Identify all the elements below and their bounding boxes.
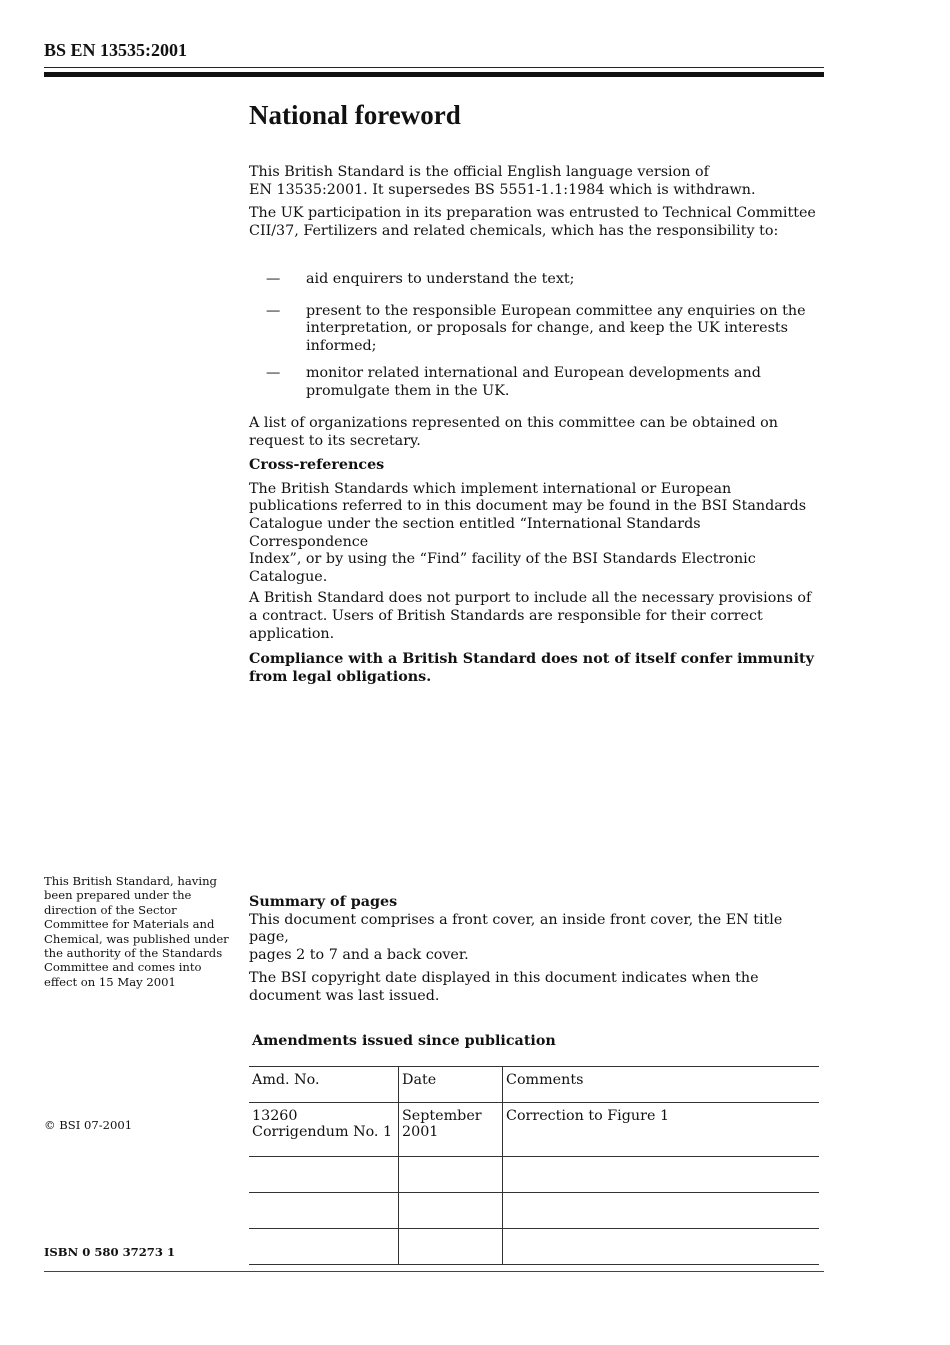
table-row [249,1229,819,1265]
header-rule-thin [44,67,824,68]
dash-icon: — [266,302,281,319]
crossref-heading: Cross-references [249,457,385,474]
column-header: Amd. No. [249,1067,399,1103]
list-item: — present to the responsible European committee any enquiries on the interpretation, or proposals for change, and keep the UK interests informed; [266,302,806,354]
amendment-number: 13260 Corrigendum No. 1 [249,1103,399,1157]
standard-code: BS EN 13535:2001 [44,40,188,60]
publication-note: This British Standard, having been prepared under the direction of the Sector Committee for Materials and Chemical, was published under the authority of the Standards Committee and comes into effect on 15 May 2001 [44,874,229,989]
amendments-title: Amendments issued since publication [252,1033,556,1049]
amendment-comments: Correction to Figure 1 [503,1103,820,1157]
table-row [249,1103,819,1157]
page-title: National foreword [249,100,461,130]
summary-paragraph: This document comprises a front cover, an inside front cover, the EN title page, pages 2 to 7 and a back cover. [249,911,783,963]
summary-heading: Summary of pages [249,894,398,910]
copyright-date-paragraph: The BSI copyright date displayed in this document indicates when the document was last issued. [249,970,759,1004]
dash-icon: — [266,365,281,382]
compliance-statement: Compliance with a British Standard does not of itself confer immunity from legal obligations. [249,651,814,685]
table-header-row [249,1067,819,1103]
header-rule-thick [44,72,824,77]
copyright-notice: © BSI 07-2001 [44,1118,133,1132]
footer-rule [44,1271,824,1272]
column-header: Comments [503,1067,820,1103]
intro-paragraph: This British Standard is the official English language version of EN 13535:2001. It supersedes BS 5551-1.1:1984 which is withdrawn. [249,164,756,198]
organizations-paragraph: A list of organizations represented on this committee can be obtained on request to its secretary. [249,415,778,449]
table-row [249,1193,819,1229]
crossref-paragraph: The British Standards which implement international or European publications referred to in this document may be found in the BSI Standards Catalogue under the section entitled “International Standards Correspondence Index”, or by using the “Find” facility of the BSI Standards Electronic Catalogue. [249,480,807,585]
list-item: — monitor related international and European developments and promulgate them in the UK. [266,365,761,399]
foreword-body-top [249,164,824,240]
isbn-number: ISBN 0 580 37273 1 [44,1245,176,1259]
foreword-body-bottom [249,415,824,686]
dash-icon: — [266,271,281,287]
table-row [249,1157,819,1193]
amendments-table [249,1066,819,1265]
amendment-date: September 2001 [399,1103,503,1157]
column-header: Date [399,1067,503,1103]
responsibility-list [266,271,824,401]
list-item: — aid enquirers to understand the text; [266,271,575,287]
summary-section [249,894,824,1006]
committee-paragraph: The UK participation in its preparation was entrusted to Technical Committee CII/37, Fertilizers and related chemicals, which has the responsibility to: [249,205,816,239]
contract-paragraph: A British Standard does not purport to include all the necessary provisions of a contract. Users of British Standards are responsible for their correct application. [249,590,812,642]
